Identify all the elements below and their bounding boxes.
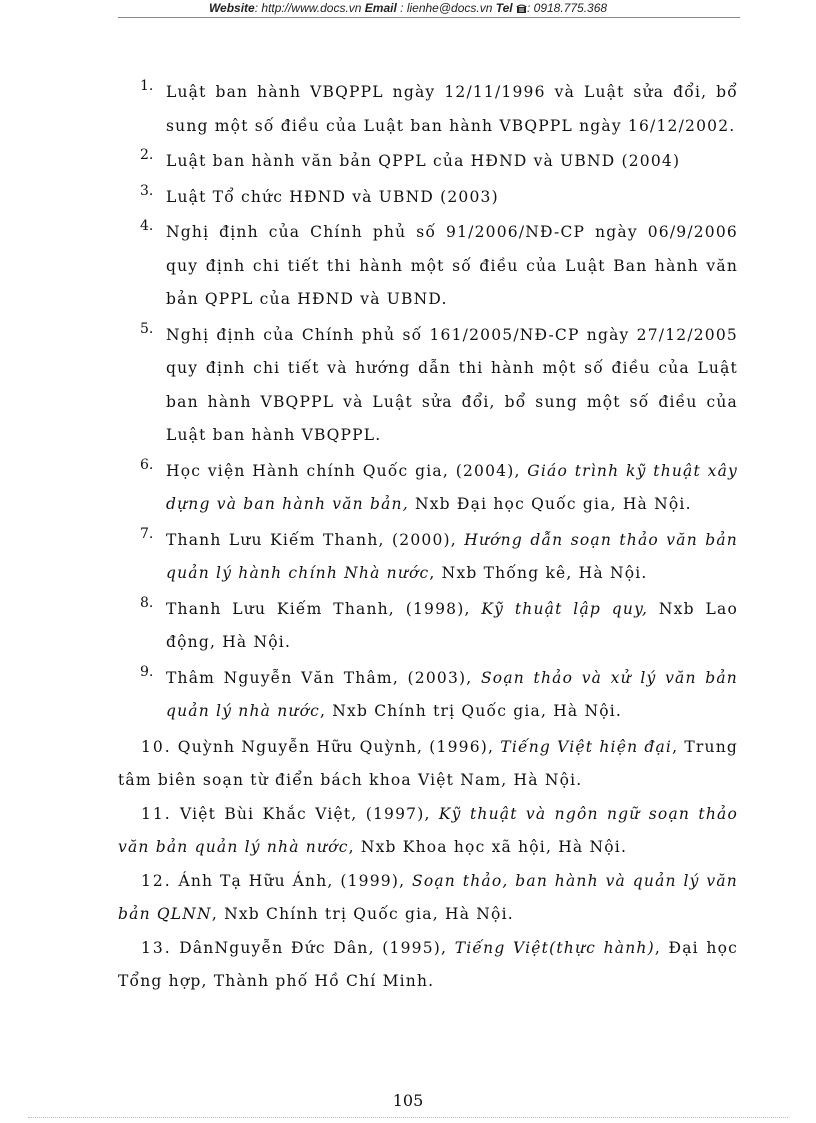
header-rule: [118, 17, 740, 18]
reference-title: Soạn thảo, ban hành và quản lý văn bản QLNN: [118, 871, 738, 923]
reference-item: [118, 181, 738, 215]
reference-number: 10.: [141, 737, 172, 756]
reference-number: 1.: [140, 78, 154, 94]
tel-label: Tel: [495, 1, 513, 15]
reference-pre: Luật Tổ chức HĐND và UBND (2003): [166, 187, 499, 206]
reference-item: [118, 593, 738, 660]
reference-pre: Nghị định của Chính phủ số 161/2005/NĐ-CP ngày 27/12/2005 quy định chi tiết và hướng dẫn thi hành một số điều của Luật ban hành VBQPPL và Luật sửa đổi, bổ sung một số điều của Luật ban hành VBQPPL.: [166, 325, 738, 444]
reference-pre: Quỳnh Nguyễn Hữu Quỳnh, (1996),: [177, 737, 501, 756]
reference-item: [118, 731, 738, 798]
reference-item: [118, 216, 738, 317]
phone-icon: [516, 3, 527, 13]
reference-post: Nxb Đại học Quốc gia, Hà Nội.: [408, 495, 692, 513]
reference-item: [118, 76, 738, 143]
reference-item: [118, 455, 738, 522]
reference-item: [118, 798, 738, 865]
reference-pre: Ánh Tạ Hữu Ánh, (1999),: [178, 871, 412, 890]
reference-number: 7.: [140, 525, 154, 542]
reference-pre: Học viện Hành chính Quốc gia, (2004),: [166, 461, 528, 480]
reference-title: Tiếng Việt(thực hành): [454, 938, 655, 957]
reference-item: [118, 319, 738, 453]
reference-pre: Luật ban hành VBQPPL ngày 12/11/1996 và Luật sửa đổi, bổ sung một số điều của Luật ban hành VBQPPL ngày 16/12/2002.: [166, 83, 738, 135]
reference-number: 9.: [140, 663, 154, 680]
reference-number: 13.: [141, 938, 172, 957]
email-label: Email: [364, 1, 397, 15]
reference-number: 11.: [141, 804, 172, 823]
reference-number: 8.: [140, 594, 154, 611]
reference-pre: DânNguyễn Đức Dân, (1995),: [179, 938, 455, 957]
reference-number: 2.: [140, 147, 154, 163]
reference-post: , Nxb Thống kê, Hà Nội.: [429, 564, 648, 582]
reference-item: [118, 662, 738, 729]
reference-list: [118, 76, 738, 999]
reference-pre: Thâm Nguyễn Văn Thâm, (2003),: [166, 668, 481, 687]
reference-title: Soạn thảo và xử lý văn bản quản lý nhà nước: [166, 668, 738, 720]
reference-item: [118, 932, 738, 999]
reference-pre: Việt Bùi Khắc Việt, (1997),: [179, 804, 439, 823]
reference-title: Giáo trình kỹ thuật xây dựng và ban hành văn bản,: [166, 461, 738, 513]
reference-title: Tiếng Việt hiện đại: [500, 737, 673, 756]
reference-number: 12.: [141, 871, 172, 890]
reference-post: , Đại học Tổng hợp, Thành phố Hồ Chí Minh.: [118, 938, 738, 990]
reference-item: [118, 524, 738, 591]
reference-post: , Nxb Chính trị Quốc gia, Hà Nội.: [320, 702, 623, 720]
reference-title: Hướng dẫn soạn thảo văn bản quản lý hành chính Nhà nước: [166, 530, 738, 582]
page-number: 105: [392, 1091, 424, 1110]
reference-pre: Thanh Lưu Kiếm Thanh, (2000),: [166, 530, 465, 549]
reference-title: Kỹ thuật và ngôn ngữ soạn thảo văn bản quản lý nhà nước: [118, 804, 738, 856]
website-sep: :: [254, 1, 262, 15]
reference-title: Kỹ thuật lập quy,: [481, 599, 649, 618]
footer-rule: [28, 1117, 788, 1118]
reference-item: [118, 865, 738, 932]
tel-value: : 0918.775.368: [526, 1, 608, 15]
reference-post: , Nxb Chính trị Quốc gia, Hà Nội.: [211, 905, 514, 923]
reference-post: , Trung tâm biên soạn từ điển bách khoa Việt Nam, Hà Nội.: [118, 737, 738, 789]
reference-item: [118, 145, 738, 179]
email-value[interactable]: : lienhe@docs.vn: [400, 1, 493, 15]
reference-pre: Nghị định của Chính phủ số 91/2006/NĐ-CP ngày 06/9/2006 quy định chi tiết thi hành một số điều của Luật Ban hành văn bản QPPL của HĐND và UBND.: [166, 223, 738, 308]
reference-pre: Thanh Lưu Kiếm Thanh, (1998),: [166, 599, 482, 618]
reference-number: 3.: [140, 182, 154, 199]
reference-number: 5.: [140, 320, 154, 337]
reference-number: 6.: [140, 456, 154, 473]
reference-post: Nxb Lao động, Hà Nội.: [166, 599, 738, 651]
reference-pre: Luật ban hành văn bản QPPL của HĐND và UBND (2004): [166, 152, 681, 170]
reference-number: 4.: [140, 218, 154, 234]
website-label: Website: [208, 1, 255, 15]
page-header: [0, 0, 816, 16]
reference-post: , Nxb Khoa học xã hội, Hà Nội.: [348, 838, 628, 856]
website-url[interactable]: http://www.docs.vn: [261, 1, 362, 15]
